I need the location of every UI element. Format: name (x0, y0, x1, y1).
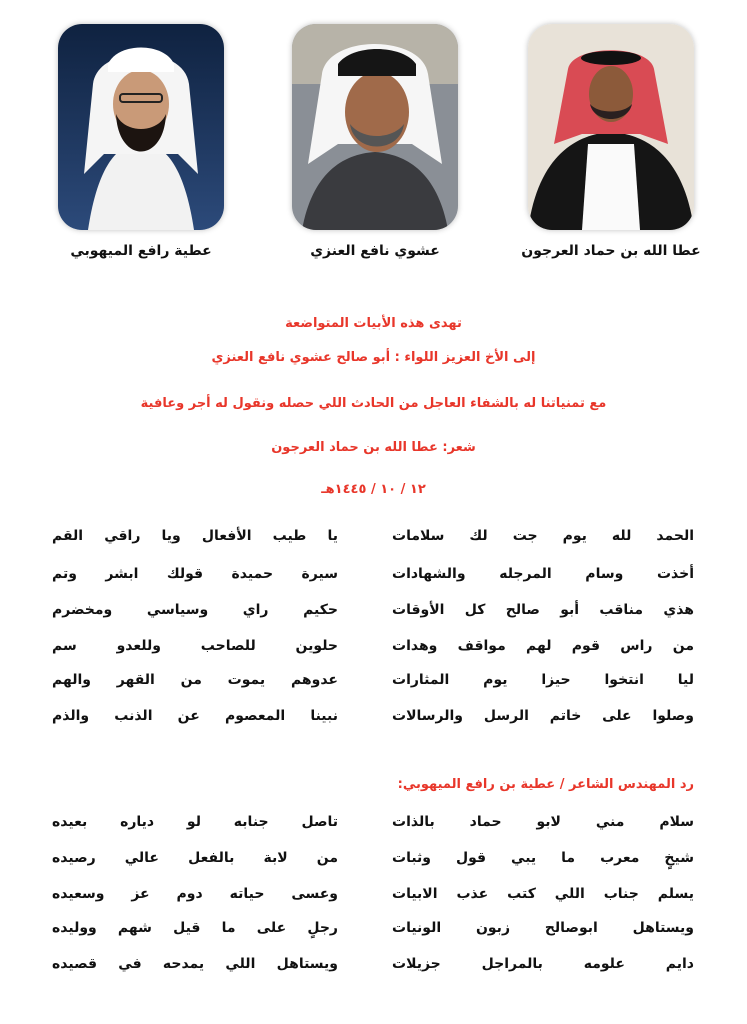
poem2-right-verse-4: ويستاهل ابوصالح زبون الونيات (392, 920, 694, 936)
poem1-right-verse-4: من راس قوم لهم مواقف وهدات (392, 638, 694, 654)
portrait-icon (528, 24, 694, 230)
poem1-left-verse-5: عدوهم يموت من القهر والهم (52, 672, 338, 688)
poem1-right-verse-2: أخذت وسام المرجله والشهادات (392, 566, 694, 582)
poem2-left-verse-4: رجلٍ على ما قيل شهم ووليده (52, 920, 338, 936)
poem1-left-verse-1: يا طيب الأفعال ويا راقي القم (52, 528, 338, 544)
poem2-left-verse-3: وعسى حياته دوم عز وسعيده (52, 886, 338, 902)
poem1-left-verse-4: حلوين للصاحب وللعدو سم (52, 638, 338, 654)
poem2-right-verse-5: دايم علومه بالمراجل جزيلات (392, 956, 694, 972)
poem1-right-verse-3: هذي مناقب أبو صالح كل الأوقات (392, 602, 694, 618)
poem1-right-verse-1: الحمد لله يوم جت لك سلامات (392, 528, 694, 544)
dedication-line-3: مع تمنياتنا له بالشفاء العاجل من الحادث اللي حصله ونقول له أجر وعافية (140, 396, 607, 411)
photo-attallah-alarjoun (528, 24, 694, 230)
reply-title: رد المهندس الشاعر / عطية بن رافع الميهوبي: (397, 777, 694, 792)
dedication-line-1: تهدى هذه الأبيات المتواضعة (285, 316, 462, 331)
photo-ashwi-alanazi (292, 24, 458, 230)
poem1-left-verse-3: حكيم راي وسياسي ومخضرم (52, 602, 338, 618)
poem2-right-verse-3: يسلم جناب اللي كتب عذب الابيات (392, 886, 694, 902)
dedication-date: ١٢ / ١٠ / ١٤٤٥هـ (321, 482, 426, 497)
portrait-icon (58, 24, 224, 230)
name-attallah-alarjoun: عطا الله بن حماد العرجون (521, 243, 701, 259)
name-ashwi-alanazi: عشوي نافع العنزي (310, 243, 440, 259)
poem2-left-verse-5: ويستاهل اللي يمدحه في قصيده (52, 956, 338, 972)
poem2-right-verse-1: سلام مني لابو حماد بالذات (392, 814, 694, 830)
poem1-right-verse-6: وصلوا على خاتم الرسل والرسالات (392, 708, 694, 724)
poem1-left-verse-6: نبينا المعصوم عن الذنب والذم (52, 708, 338, 724)
dedication-author: شعر: عطا الله بن حماد العرجون (271, 440, 476, 455)
dedication-line-2: إلى الأخ العزيز اللواء : أبو صالح عشوي نافع العنزي (211, 350, 536, 365)
poem2-left-verse-1: تاصل جنابه لو دياره بعيده (52, 814, 338, 830)
poem1-left-verse-2: سيرة حميدة قولك ابشر وتم (52, 566, 338, 582)
name-attia-almayhoubi: عطية رافع الميهوبي (70, 243, 212, 259)
poem1-right-verse-5: ليا انتخوا حيزا يوم المثارات (392, 672, 694, 688)
portrait-icon (292, 24, 458, 230)
poem2-right-verse-2: شيخٍ معرب ما يبي قول وثبات (392, 850, 694, 866)
photo-attia-almayhoubi (58, 24, 224, 230)
poem2-left-verse-2: من لابة بالفعل عالي رصيده (52, 850, 338, 866)
